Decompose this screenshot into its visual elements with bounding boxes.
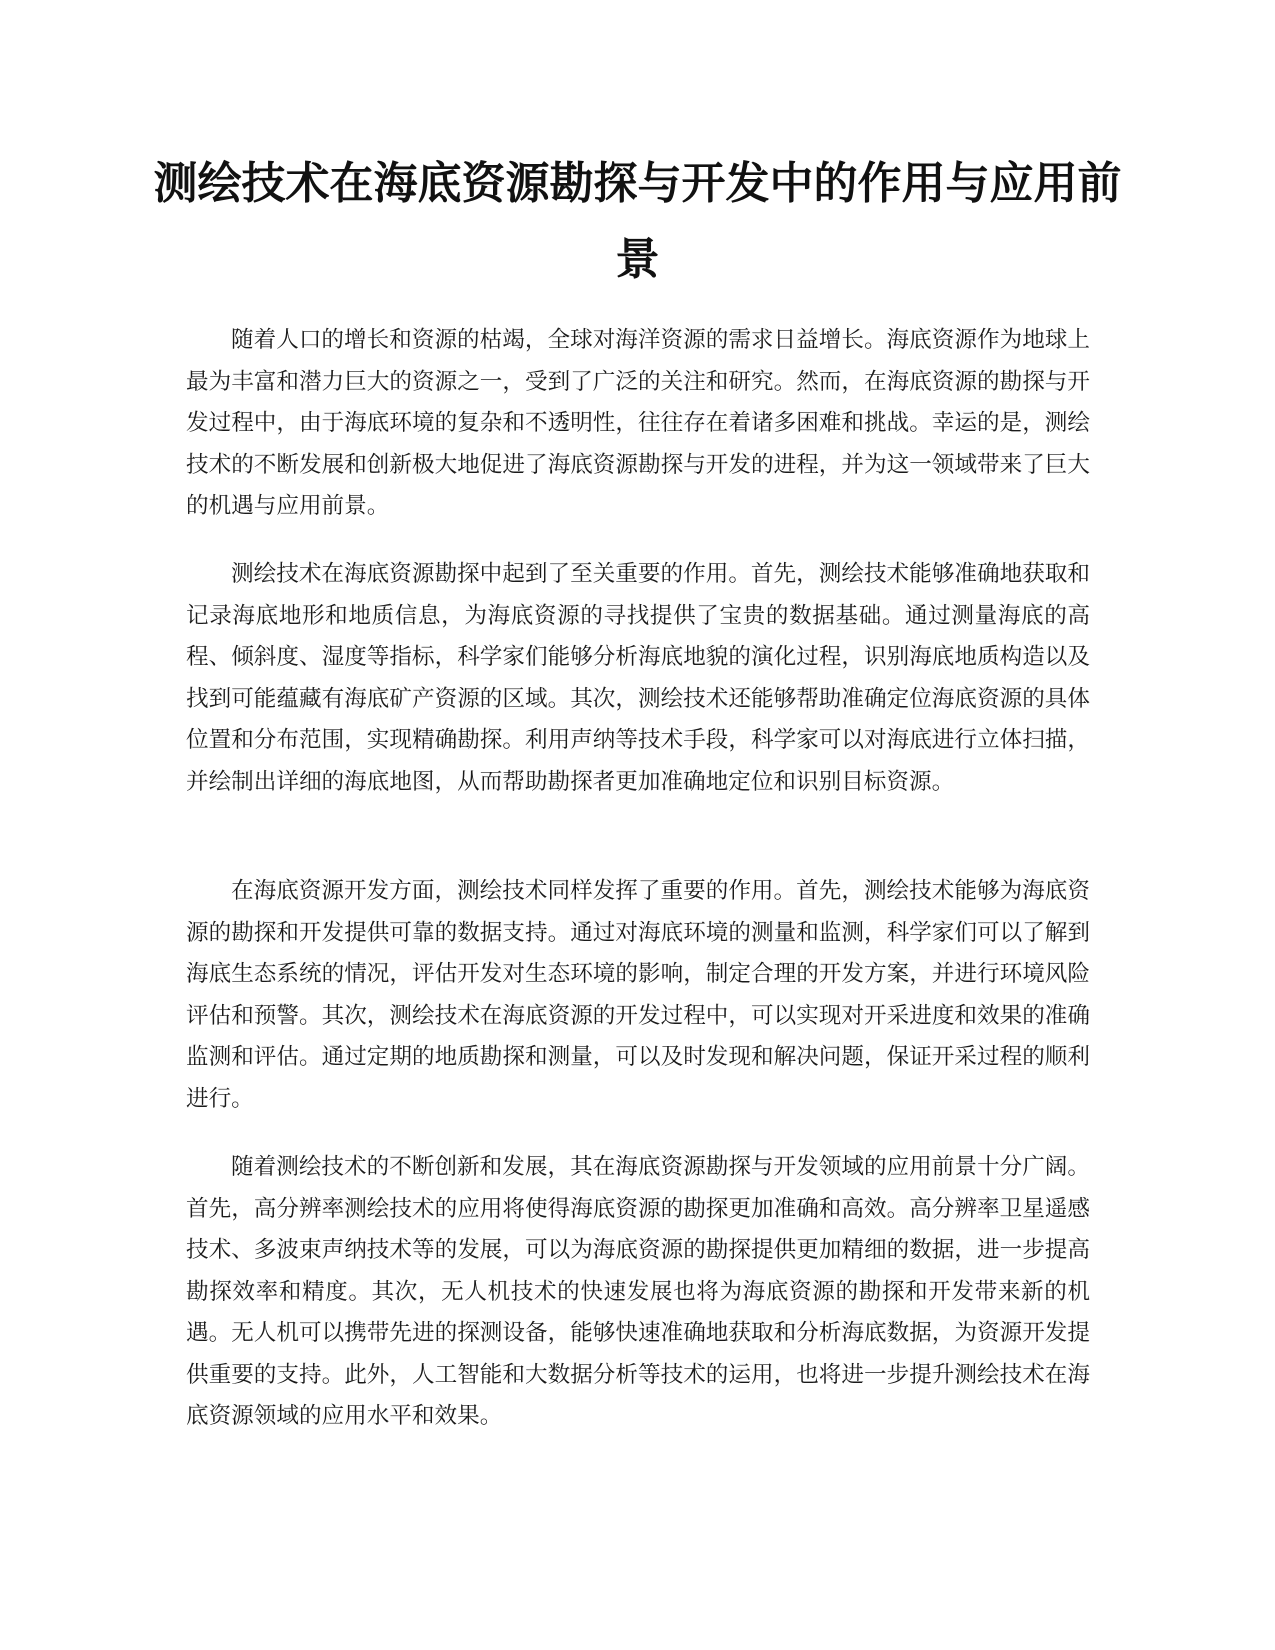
document-title: 测绘技术在海底资源勘探与开发中的作用与应用前景 (153, 158, 1122, 285)
paragraph-development: 在海底资源开发方面，测绘技术同样发挥了重要的作用。首先，测绘技术能够为海底资源的勘探和开发提供可靠的数据支持。通过对海底环境的测量和监测，科学家们可以了解到海底生态系统的情况，评估开发对生态环境的影响，制定合理的开发方案，并进行环境风险评估和预警。其次，测绘技术在海底资源的开发过程中，可以实现对开采进度和效果的准确监测和评估。通过定期的地质勘探和测量，可以及时发现和解决问题，保证开采过程的顺利进行。 (186, 878, 1090, 1112)
paragraph-intro: 随着人口的增长和资源的枯竭，全球对海洋资源的需求日益增长。海底资源作为地球上最为丰富和潜力巨大的资源之一，受到了广泛的关注和研究。然而，在海底资源的勘探与开发过程中，由于海底环境的复杂和不透明性，往往存在着诸多困难和挑战。幸运的是，测绘技术的不断发展和创新极大地促进了海底资源勘探与开发的进程，并为这一领域带来了巨大的机遇与应用前景。 (186, 327, 1090, 519)
paragraph-exploration: 测绘技术在海底资源勘探中起到了至关重要的作用。首先，测绘技术能够准确地获取和记录海底地形和地质信息，为海底资源的寻找提供了宝贵的数据基础。通过测量海底的高程、倾斜度、湿度等指标，科学家们能够分析海底地貌的演化过程，识别海底地质构造以及找到可能蕴藏有海底矿产资源的区域。其次，测绘技术还能够帮助准确定位海底资源的具体位置和分布范围，实现精确勘探。利用声纳等技术手段，科学家可以对海底进行立体扫描，并绘制出详细的海底地图，从而帮助勘探者更加准确地定位和识别目标资源。 (186, 561, 1090, 795)
paragraph-prospects: 随着测绘技术的不断创新和发展，其在海底资源勘探与开发领域的应用前景十分广阔。首先，高分辨率测绘技术的应用将使得海底资源的勘探更加准确和高效。高分辨率卫星遥感技术、多波束声纳技术等的发展，可以为海底资源的勘探提供更加精细的数据，进一步提高勘探效率和精度。其次，无人机技术的快速发展也将为海底资源的勘探和开发带来新的机遇。无人机可以携带先进的探测设备，能够快速准确地获取和分析海底数据，为资源开发提供重要的支持。此外，人工智能和大数据分析等技术的运用，也将进一步提升测绘技术在海底资源领域的应用水平和效果。 (186, 1154, 1090, 1429)
